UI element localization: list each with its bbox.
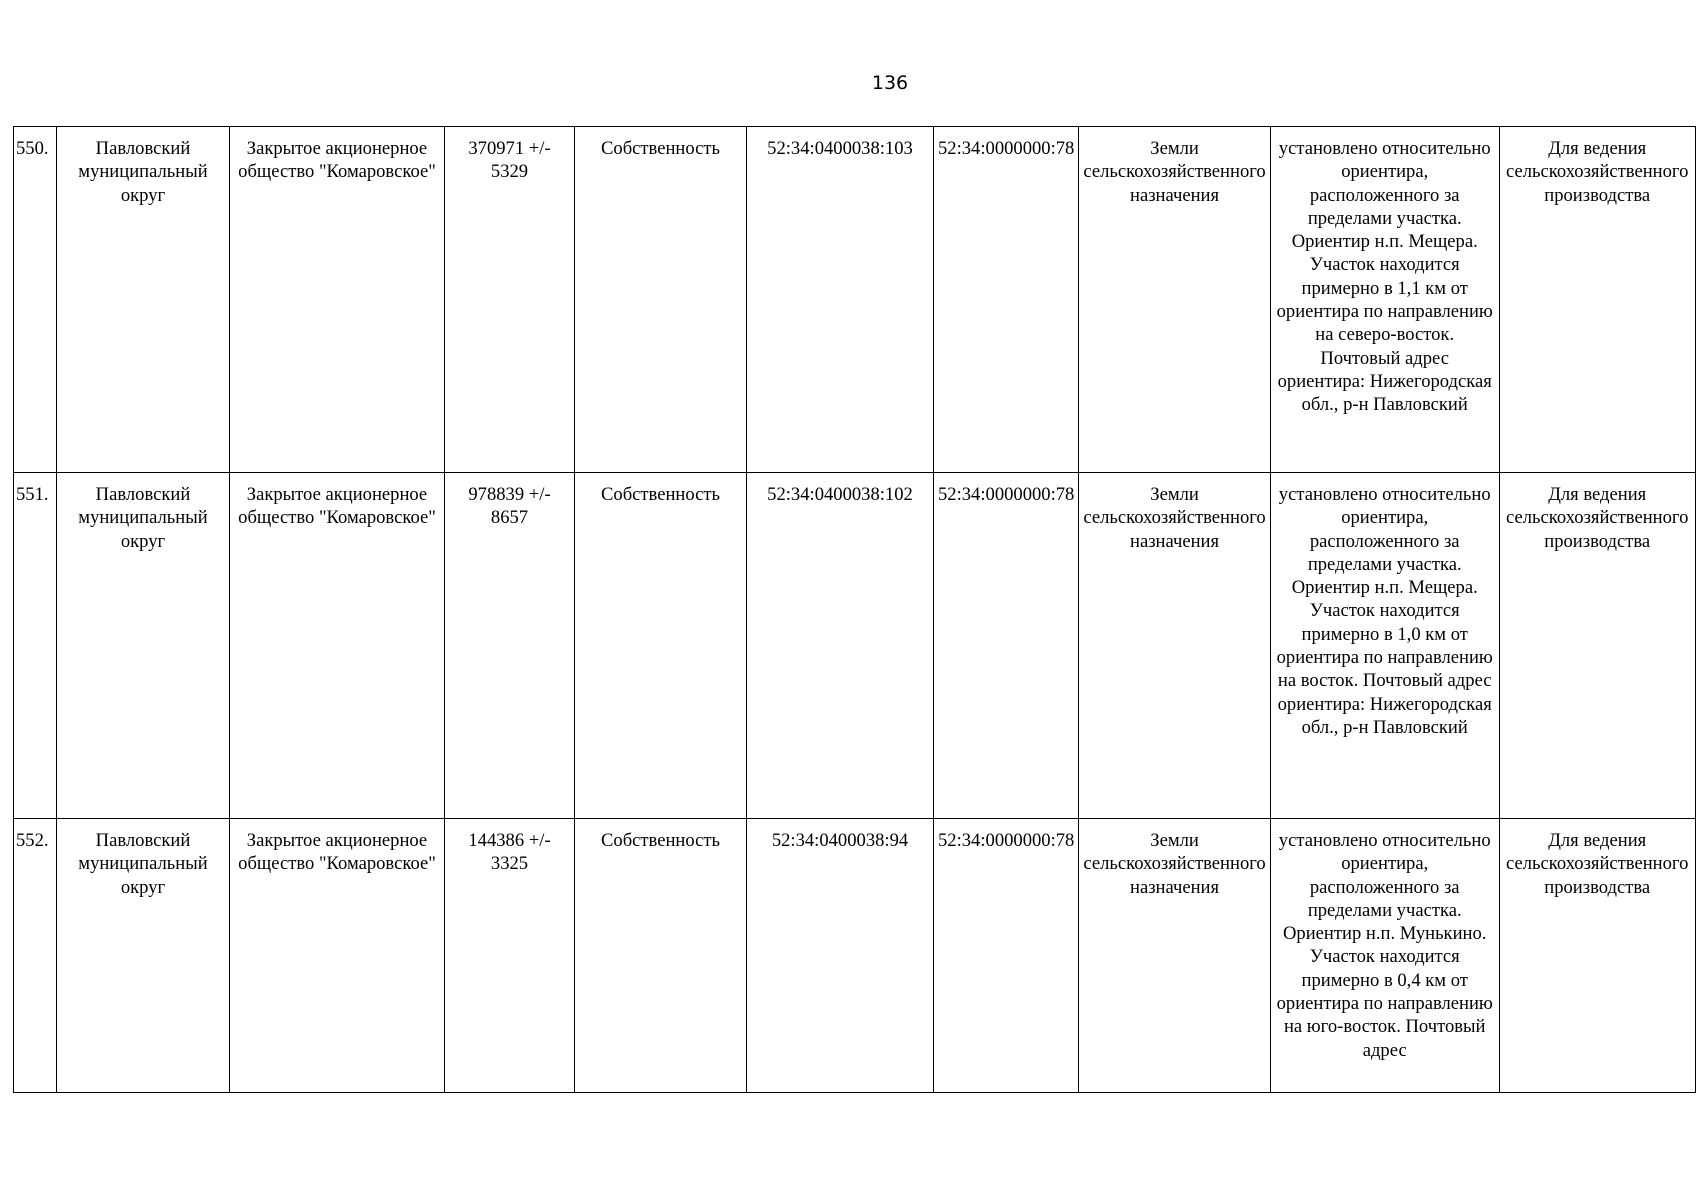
location-cell: установлено относительно ориентира, расположенного за пределами участка. Ориентир н.п. Мещера. Участок находится примерно в 1,0 км от ориентира по направлению на восток. Почтовый адрес ориентира: Нижегородская обл., р-н Павловский xyxy=(1270,473,1499,819)
municipality-cell: Павловский муниципальный округ xyxy=(57,127,230,473)
right-type-cell: Собственность xyxy=(575,127,747,473)
table-row xyxy=(14,473,1696,819)
cadastral-number-cell: 52:34:0400038:102 xyxy=(747,473,934,819)
area-cell: 978839 +/- 8657 xyxy=(445,473,575,819)
location-cell: установлено относительно ориентира, расположенного за пределами участка. Ориентир н.п. Мещера. Участок находится примерно в 1,1 км от ориентира по направлению на северо-восток. Почтовый адрес ориентира: Нижегородская обл., р-н Павловский xyxy=(1270,127,1499,473)
permitted-use-cell: Для ведения сельскохозяйственного производства xyxy=(1499,127,1695,473)
page-number: 136 xyxy=(871,72,909,94)
owner-cell: Закрытое акционерное общество "Комаровское" xyxy=(230,819,445,1093)
location-cell: установлено относительно ориентира, расположенного за пределами участка. Ориентир н.п. Мунькино. Участок находится примерно в 0,4 км от ориентира по направлению на юго-восток. Почтовый адрес xyxy=(1270,819,1499,1093)
owner-cell: Закрытое акционерное общество "Комаровское" xyxy=(230,473,445,819)
row-number: 552. xyxy=(14,819,57,1093)
land-registry-table xyxy=(13,126,1696,1093)
table-row xyxy=(14,819,1696,1093)
municipality-cell: Павловский муниципальный округ xyxy=(57,473,230,819)
parent-number-cell: 52:34:0000000:78 xyxy=(934,127,1079,473)
right-type-cell: Собственность xyxy=(575,819,747,1093)
table-row xyxy=(14,127,1696,473)
owner-cell: Закрытое акционерное общество "Комаровское" xyxy=(230,127,445,473)
cadastral-number-cell: 52:34:0400038:103 xyxy=(747,127,934,473)
right-type-cell: Собственность xyxy=(575,473,747,819)
cadastral-number-cell: 52:34:0400038:94 xyxy=(747,819,934,1093)
row-number: 551. xyxy=(14,473,57,819)
parent-number-cell: 52:34:0000000:78 xyxy=(934,473,1079,819)
area-cell: 370971 +/- 5329 xyxy=(445,127,575,473)
permitted-use-cell: Для ведения сельскохозяйственного производства xyxy=(1499,473,1695,819)
land-category-cell: Земли сельскохозяйственного назначения xyxy=(1079,127,1270,473)
municipality-cell: Павловский муниципальный округ xyxy=(57,819,230,1093)
area-cell: 144386 +/- 3325 xyxy=(445,819,575,1093)
row-number: 550. xyxy=(14,127,57,473)
land-category-cell: Земли сельскохозяйственного назначения xyxy=(1079,819,1270,1093)
parent-number-cell: 52:34:0000000:78 xyxy=(934,819,1079,1093)
permitted-use-cell: Для ведения сельскохозяйственного производства xyxy=(1499,819,1695,1093)
land-category-cell: Земли сельскохозяйственного назначения xyxy=(1079,473,1270,819)
